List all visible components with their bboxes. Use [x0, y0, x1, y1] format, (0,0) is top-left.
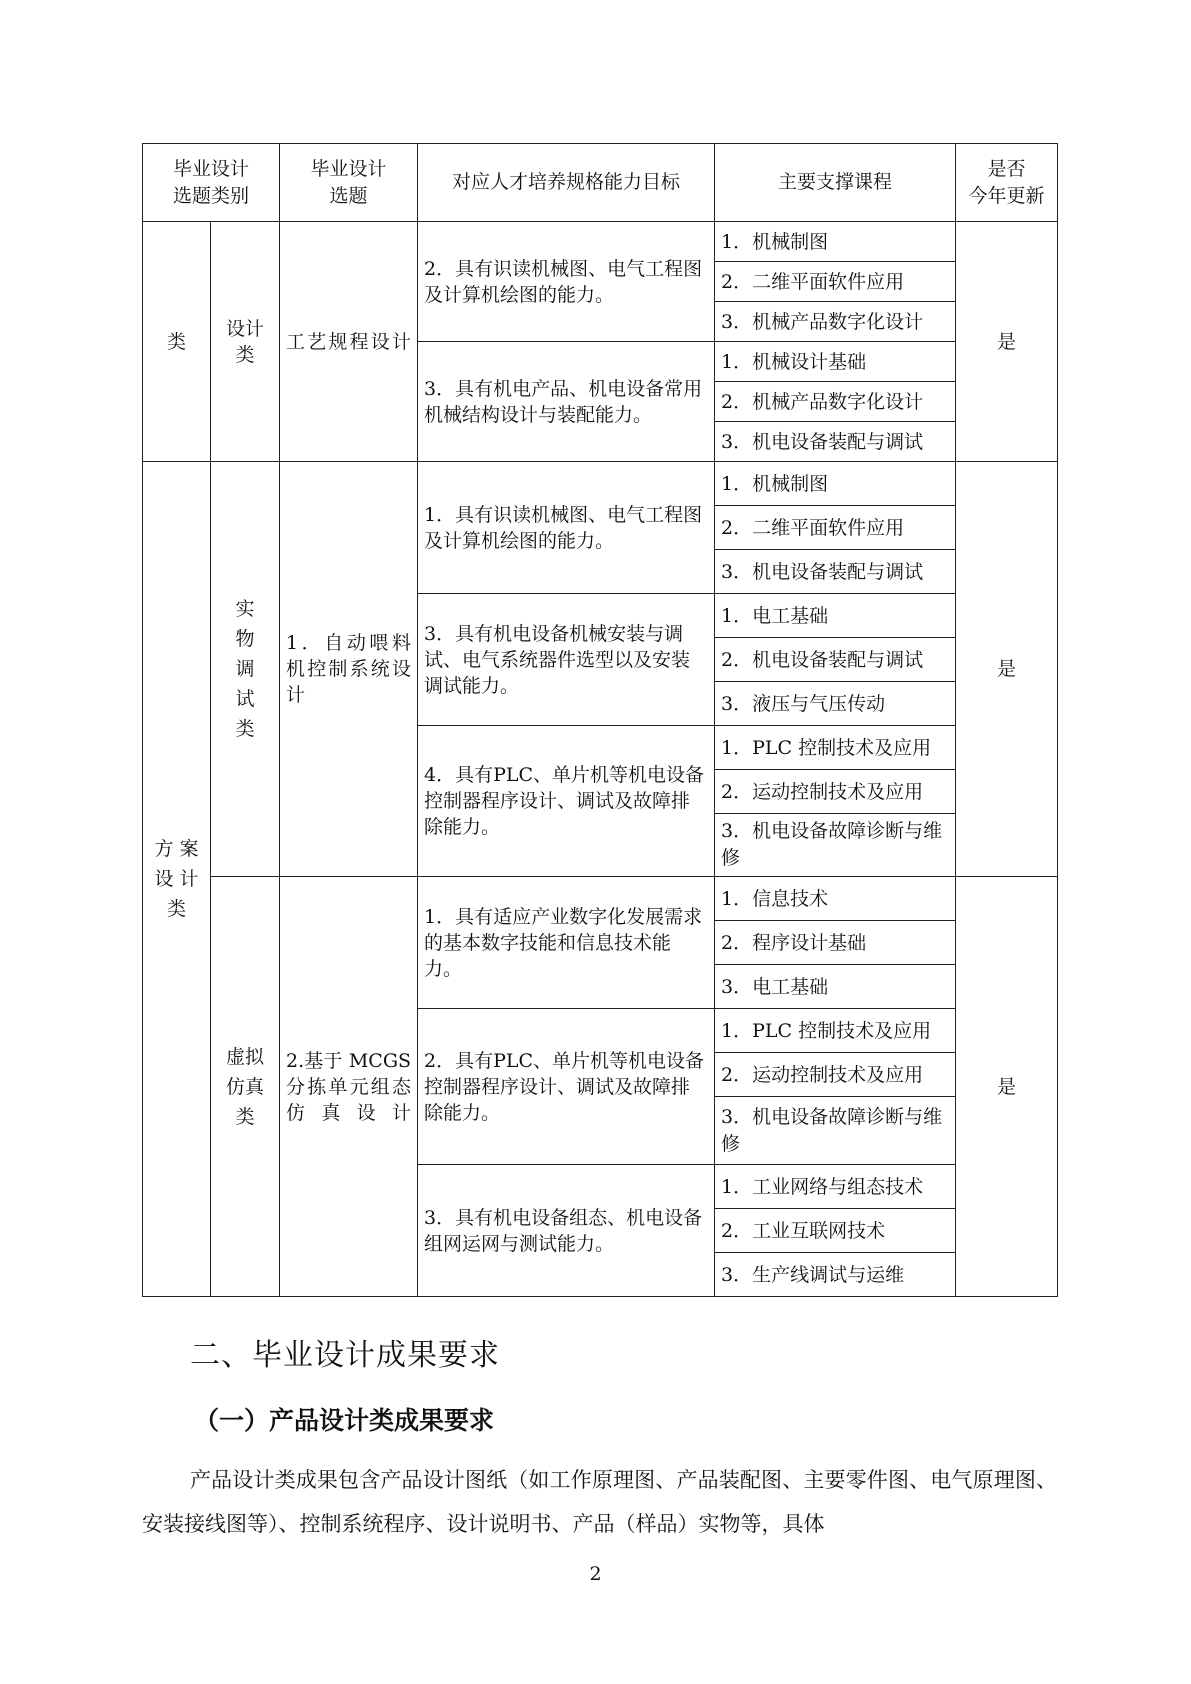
category-cell-fangan: 方 案 设 计 类: [143, 462, 211, 1297]
course-cell: 3．机电设备装配与调试: [715, 550, 956, 594]
course-cell: 1．电工基础: [715, 594, 956, 638]
course-cell: 2．二维平面软件应用: [715, 262, 956, 302]
section-title: 二、毕业设计成果要求: [190, 1338, 500, 1373]
subcategory-cell: 实 物 调 试 类: [211, 462, 280, 877]
page-number: 2: [589, 1563, 602, 1585]
update-cell: 是: [956, 877, 1058, 1297]
header-ability-goal: 对应人才培养规格能力目标: [418, 144, 715, 222]
category-cell: 类: [143, 222, 211, 462]
table-header-row: [143, 144, 1058, 222]
course-cell: 1．机械制图: [715, 462, 956, 506]
topic-cell: 2.基于 MCGS 分拣单元组态仿真设计: [280, 877, 418, 1297]
course-cell: 3．液压与气压传动: [715, 682, 956, 726]
course-cell: 3．机电设备装配与调试: [715, 422, 956, 462]
course-cell: 1．机械制图: [715, 222, 956, 262]
subcategory-cell: 设计 类: [211, 222, 280, 462]
course-cell: 3．电工基础: [715, 965, 956, 1009]
course-cell: 2．程序设计基础: [715, 921, 956, 965]
topic-cell: 1．自动喂料机控制系统设计: [280, 462, 418, 877]
header-topic: 毕业设计 选题: [280, 144, 418, 222]
course-cell: 3．机电设备故障诊断与维修: [715, 814, 956, 877]
course-cell: 1．信息技术: [715, 877, 956, 921]
graduation-design-table: [142, 143, 1058, 1297]
course-cell: 3．生产线调试与运维: [715, 1253, 956, 1297]
table-row: [143, 222, 1058, 262]
subcategory-cell: 虚拟 仿真 类: [211, 877, 280, 1297]
course-cell: 2．机电设备装配与调试: [715, 638, 956, 682]
course-cell: 2．机械产品数字化设计: [715, 382, 956, 422]
body-paragraph: 产品设计类成果包含产品设计图纸（如工作原理图、产品装配图、主要零件图、电气原理图、安装接线图等）、控制系统程序、设计说明书、产品（样品）实物等，具体: [142, 1468, 1057, 1536]
goal-cell: 3．具有机电设备机械安装与调试、电气系统器件选型以及安装调试能力。: [418, 594, 715, 726]
course-cell: 2．工业互联网技术: [715, 1209, 956, 1253]
goal-cell: 3．具有机电设备组态、机电设备组网运网与测试能力。: [418, 1165, 715, 1297]
goal-cell: 2．具有PLC、单片机等机电设备控制器程序设计、调试及故障排除能力。: [418, 1009, 715, 1165]
goal-cell: 1．具有适应产业数字化发展需求的基本数字技能和信息技术能力。: [418, 877, 715, 1009]
course-cell: 1．工业网络与组态技术: [715, 1165, 956, 1209]
update-cell: 是: [956, 222, 1058, 462]
course-cell: 2．二维平面软件应用: [715, 506, 956, 550]
table-row: [143, 877, 1058, 921]
course-cell: 1．机械设计基础: [715, 342, 956, 382]
goal-cell: 2．具有识读机械图、电气工程图及计算机绘图的能力。: [418, 222, 715, 342]
course-cell: 1．PLC 控制技术及应用: [715, 1009, 956, 1053]
header-courses: 主要支撑课程: [715, 144, 956, 222]
course-cell: 2．运动控制技术及应用: [715, 770, 956, 814]
subsection-title: （一）产品设计类成果要求: [194, 1406, 495, 1435]
topic-cell: 工艺规程设计: [280, 222, 418, 462]
header-updated: 是否 今年更新: [956, 144, 1058, 222]
goal-cell: 1．具有识读机械图、电气工程图及计算机绘图的能力。: [418, 462, 715, 594]
table-row: [143, 462, 1058, 506]
course-cell: 3．机械产品数字化设计: [715, 302, 956, 342]
header-category: 毕业设计 选题类别: [143, 144, 280, 222]
course-cell: 3．机电设备故障诊断与维修: [715, 1097, 956, 1165]
goal-cell: 4．具有PLC、单片机等机电设备控制器程序设计、调试及故障排除能力。: [418, 726, 715, 877]
course-cell: 1．PLC 控制技术及应用: [715, 726, 956, 770]
update-cell: 是: [956, 462, 1058, 877]
goal-cell: 3．具有机电产品、机电设备常用机械结构设计与装配能力。: [418, 342, 715, 462]
course-cell: 2．运动控制技术及应用: [715, 1053, 956, 1097]
